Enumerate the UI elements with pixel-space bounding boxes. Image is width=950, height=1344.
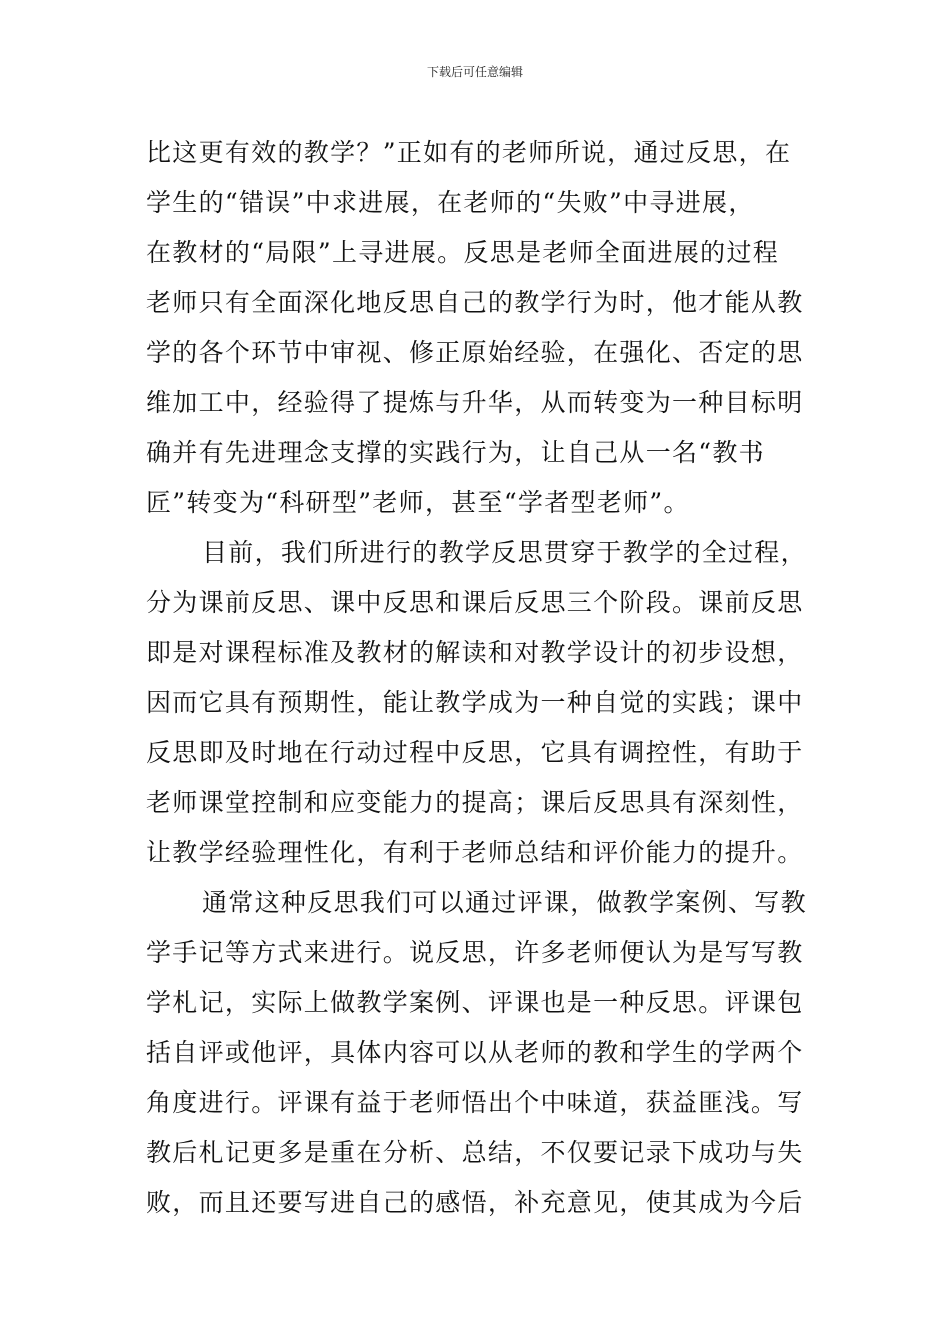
text-line: 维加工中，经验得了提炼与升华，从而转变为一种目标明 [146, 388, 804, 417]
text-line: 教后札记更多是重在分析、总结，不仅要记录下成功与失 [146, 1138, 804, 1167]
text-line: 让教学经验理性化，有利于老师总结和评价能力的提升。 [146, 838, 804, 867]
text-line: 确并有先进理念支撑的实践行为，让自己从一名“教书 [146, 438, 765, 467]
text-line: 学生的“错误”中求进展，在老师的“失败”中寻进展， [146, 188, 755, 217]
paragraph-start-line: 目前，我们所进行的教学反思贯穿于教学的全过程， [202, 538, 807, 567]
text-line: 学的各个环节中审视、修正原始经验，在强化、否定的思 [146, 338, 804, 367]
text-line: 比这更有效的教学？”正如有的老师所说，通过反思，在 [146, 138, 792, 167]
text-line: 反思即及时地在行动过程中反思，它具有调控性，有助于 [146, 738, 804, 767]
text-line: 即是对课程标准及教材的解读和对教学设计的初步设想， [146, 638, 804, 667]
page-header: 下载后可任意编辑 [426, 65, 523, 79]
text-line: 老师课堂控制和应变能力的提高；课后反思具有深刻性， [146, 788, 804, 817]
text-line: 括自评或他评，具体内容可以从老师的教和学生的学两个 [146, 1038, 804, 1067]
text-line: 败，而且还要写进自己的感悟，补充意见，使其成为今后 [146, 1188, 804, 1217]
document-body [146, 128, 810, 1228]
text-line: 在教材的“局限”上寻进展。反思是老师全面进展的过程 [146, 238, 780, 267]
text-line: 角度进行。评课有益于老师悟出个中味道，获益匪浅。写 [146, 1088, 804, 1117]
text-line: 学手记等方式来进行。说反思，许多老师便认为是写写教 [146, 938, 804, 967]
text-line: 老师只有全面深化地反思自己的教学行为时，他才能从教 [146, 288, 804, 317]
text-line: 分为课前反思、课中反思和课后反思三个阶段。课前反思 [146, 588, 804, 617]
text-line: 学札记，实际上做教学案例、评课也是一种反思。评课包 [146, 988, 804, 1017]
paragraph-start-line: 通常这种反思我们可以通过评课，做教学案例、写教 [202, 888, 807, 917]
text-line: 匠”转变为“科研型”老师，甚至“学者型老师”。 [146, 488, 690, 517]
text-line: 因而它具有预期性，能让教学成为一种自觉的实践；课中 [146, 688, 804, 717]
